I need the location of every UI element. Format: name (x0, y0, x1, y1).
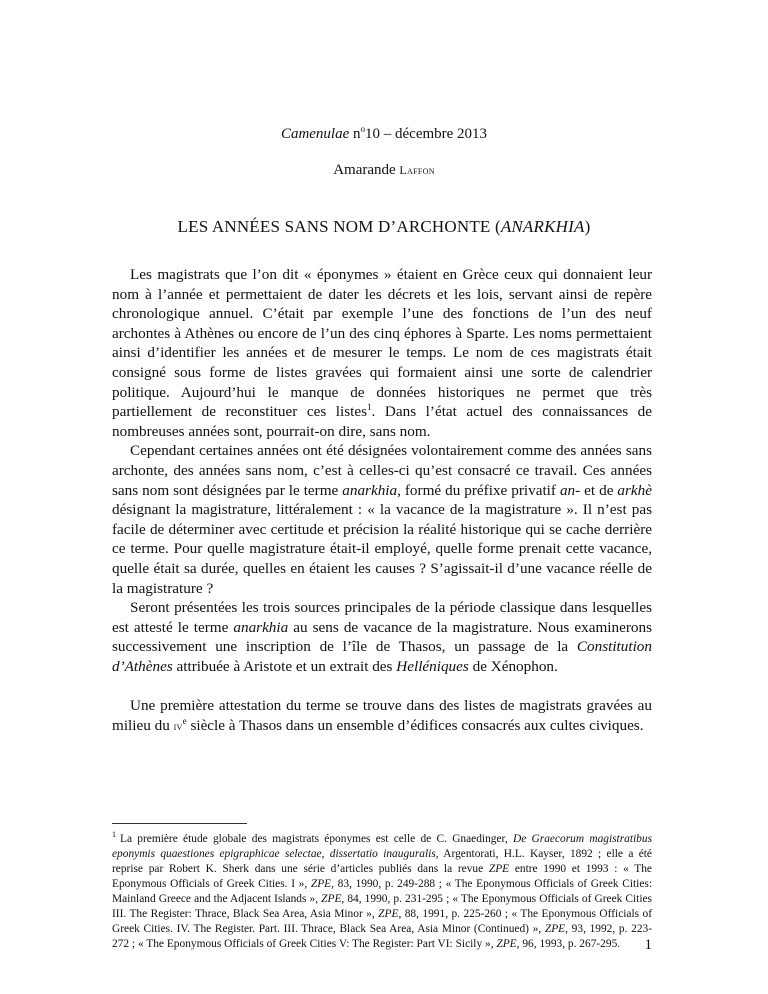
paragraph-text: Les magistrats que l’on dit « éponymes » étaient en Grèce ceux qui donnaient leur nom à l’année et permettaient de dater les décrets et les lois, servant ainsi de repère chronologique annuel. C’était par exemple l’une des fonctions de l’un des neuf archontes à Athènes ou encore de l’un des cinq éphores à Sparte. Les noms permettaient ainsi d’identifier les années et de mesurer le temps. Le nom de ces magistrats était consigné sous forme de listes gravées qui formaient ainsi une sorte de calendrier politique. Aujourd’hui le manque de données historiques ne permet que très partiellement de reconstituer ces listes (112, 266, 652, 421)
footnote-italic: ZPE (378, 908, 399, 920)
paragraph-text: . Dans l’état actuel des connaissances de nombreuses années sont, pourrait-on dire, sans nom. (112, 403, 652, 440)
footnote-text: entre 1990 et 1993 : « The Eponymous Officials of Greek Cities. I », (112, 863, 652, 890)
issue-date: 10 – décembre 2013 (365, 126, 488, 142)
paragraph-2 (112, 441, 652, 598)
paragraph-text: au sens de vacance de la magistrature. Nous examinerons successivement une inscription de l’île de Thasos, un passage de la (112, 618, 652, 656)
footnote-text: , 88, 1991, p. 225-260 ; « The Eponymous Officials of Greek Cities. IV. The Register. Part. III. Thrace, Black Sea Area, Asia Minor (Continued) », (112, 908, 652, 935)
issue-prefix: n (349, 126, 361, 142)
footnote-text: , 96, 1993, p. 267-295. (516, 938, 621, 950)
footnote-text: , 84, 1990, p. 231-295 ; « The Eponymous Officials of Greek Cities III. The Register: Thrace, Black Sea Area, Asia Minor », (112, 893, 652, 920)
century-superscript: e (182, 716, 187, 726)
footnote-italic: De Graecorum magistratibus eponymis quaestiones epigraphicae selectae (112, 833, 652, 860)
paragraph-4 (112, 696, 652, 736)
paragraph-text: Seront présentées les trois sources principales de la période classique dans lesquelles est attesté le terme (112, 599, 652, 636)
century-numeral: iv (173, 719, 183, 734)
footnote-text: La première étude globale des magistrats éponymes est celle de C. Gnaedinger, (120, 833, 513, 845)
italic-term: anarkhia, (342, 481, 401, 499)
issue-superscript: o (360, 124, 366, 134)
italic-term: arkhè (617, 481, 652, 499)
journal-header (0, 126, 768, 143)
paragraph-1 (112, 265, 652, 441)
paragraph-3 (112, 598, 652, 676)
footnote-text: , 83, 1990, p. 249-288 ; « The Eponymous Officials of Greek Cities: Mainland Greece and the Adjacent Islands », (112, 878, 652, 905)
paragraph-text: formé du préfixe privatif (400, 481, 560, 499)
page-number: 1 (644, 937, 652, 953)
footnote-italic: ZPE (321, 893, 342, 905)
footnote-italic: ZPE (544, 923, 566, 935)
paragraph-text: siècle à Thasos dans un ensemble d’édifices consacrés aux cultes civiques. (186, 717, 644, 735)
footnote-1 (112, 832, 652, 952)
italic-title: Constitution d’Athènes (112, 638, 652, 675)
paragraph-text: attribuée à Aristote et un extrait des (172, 657, 397, 675)
paragraph-text: désignant la magistrature, littéralement : « la vacance de la magistrature ». Il n’est pas facile de déterminer avec certitude et précision la réalité historique qui se cache derrière ce terme. Pour quelle magistrature était-il employé, quelle forme prenait cette vacance, quelle était sa durée, quelles en étaient les causes ? S’agissait-il d’une vacance réelle de la magistrature ? (112, 501, 652, 597)
body-text (112, 265, 652, 737)
paragraph-text: et de (580, 481, 618, 499)
footnote-italic: ZPE (310, 878, 332, 890)
footnote-divider (112, 823, 247, 824)
paragraph-text: Cependant certaines années ont été désignées volontairement comme des années sans archonte, des années sans nom, c’est à celles-ci qu’est consacré ce travail. Ces années sans nom sont désignées par le terme (112, 442, 652, 499)
footnote-mark: 1 (112, 830, 116, 840)
journal-name: Camenulae (280, 126, 350, 142)
footnote-text: , 93, 1992, p. 223-272 ; « The Eponymous Officials of Greek Cities V: The Register: Part VI: Sicily », (112, 923, 653, 950)
footnote-italic: ZPE (496, 938, 517, 950)
author-line (0, 162, 768, 179)
author-first-name: Amarande (333, 162, 396, 178)
title-italic: ANARKHIA (500, 217, 585, 236)
italic-term: anarkhia (233, 618, 289, 636)
footnote-reference[interactable]: 1 (367, 402, 372, 413)
author-last-name: Laffon (399, 163, 435, 177)
article-title (0, 217, 768, 237)
footnote-text: , (321, 848, 330, 860)
italic-term: an- (559, 481, 581, 499)
italic-title: Helléniques (396, 657, 469, 675)
paragraph-text: Une première attestation du terme se trouve dans des listes de magistrats gravées au milieu du (112, 697, 652, 735)
paragraph-text: de Xénophon. (468, 657, 558, 675)
footnote-italic: ZPE (488, 863, 510, 875)
footnote-text: , Argentorati, H.L. Kayser, 1892 ; elle a été reprise par Robert K. Sherk dans une série d’articles publiés dans la revue (112, 848, 652, 875)
footnote-italic: dissertatio inauguralis (329, 848, 436, 860)
title-close: ) (584, 217, 591, 236)
title-main: LES ANNÉES SANS NOM D’ARCHONTE ( (177, 217, 501, 236)
